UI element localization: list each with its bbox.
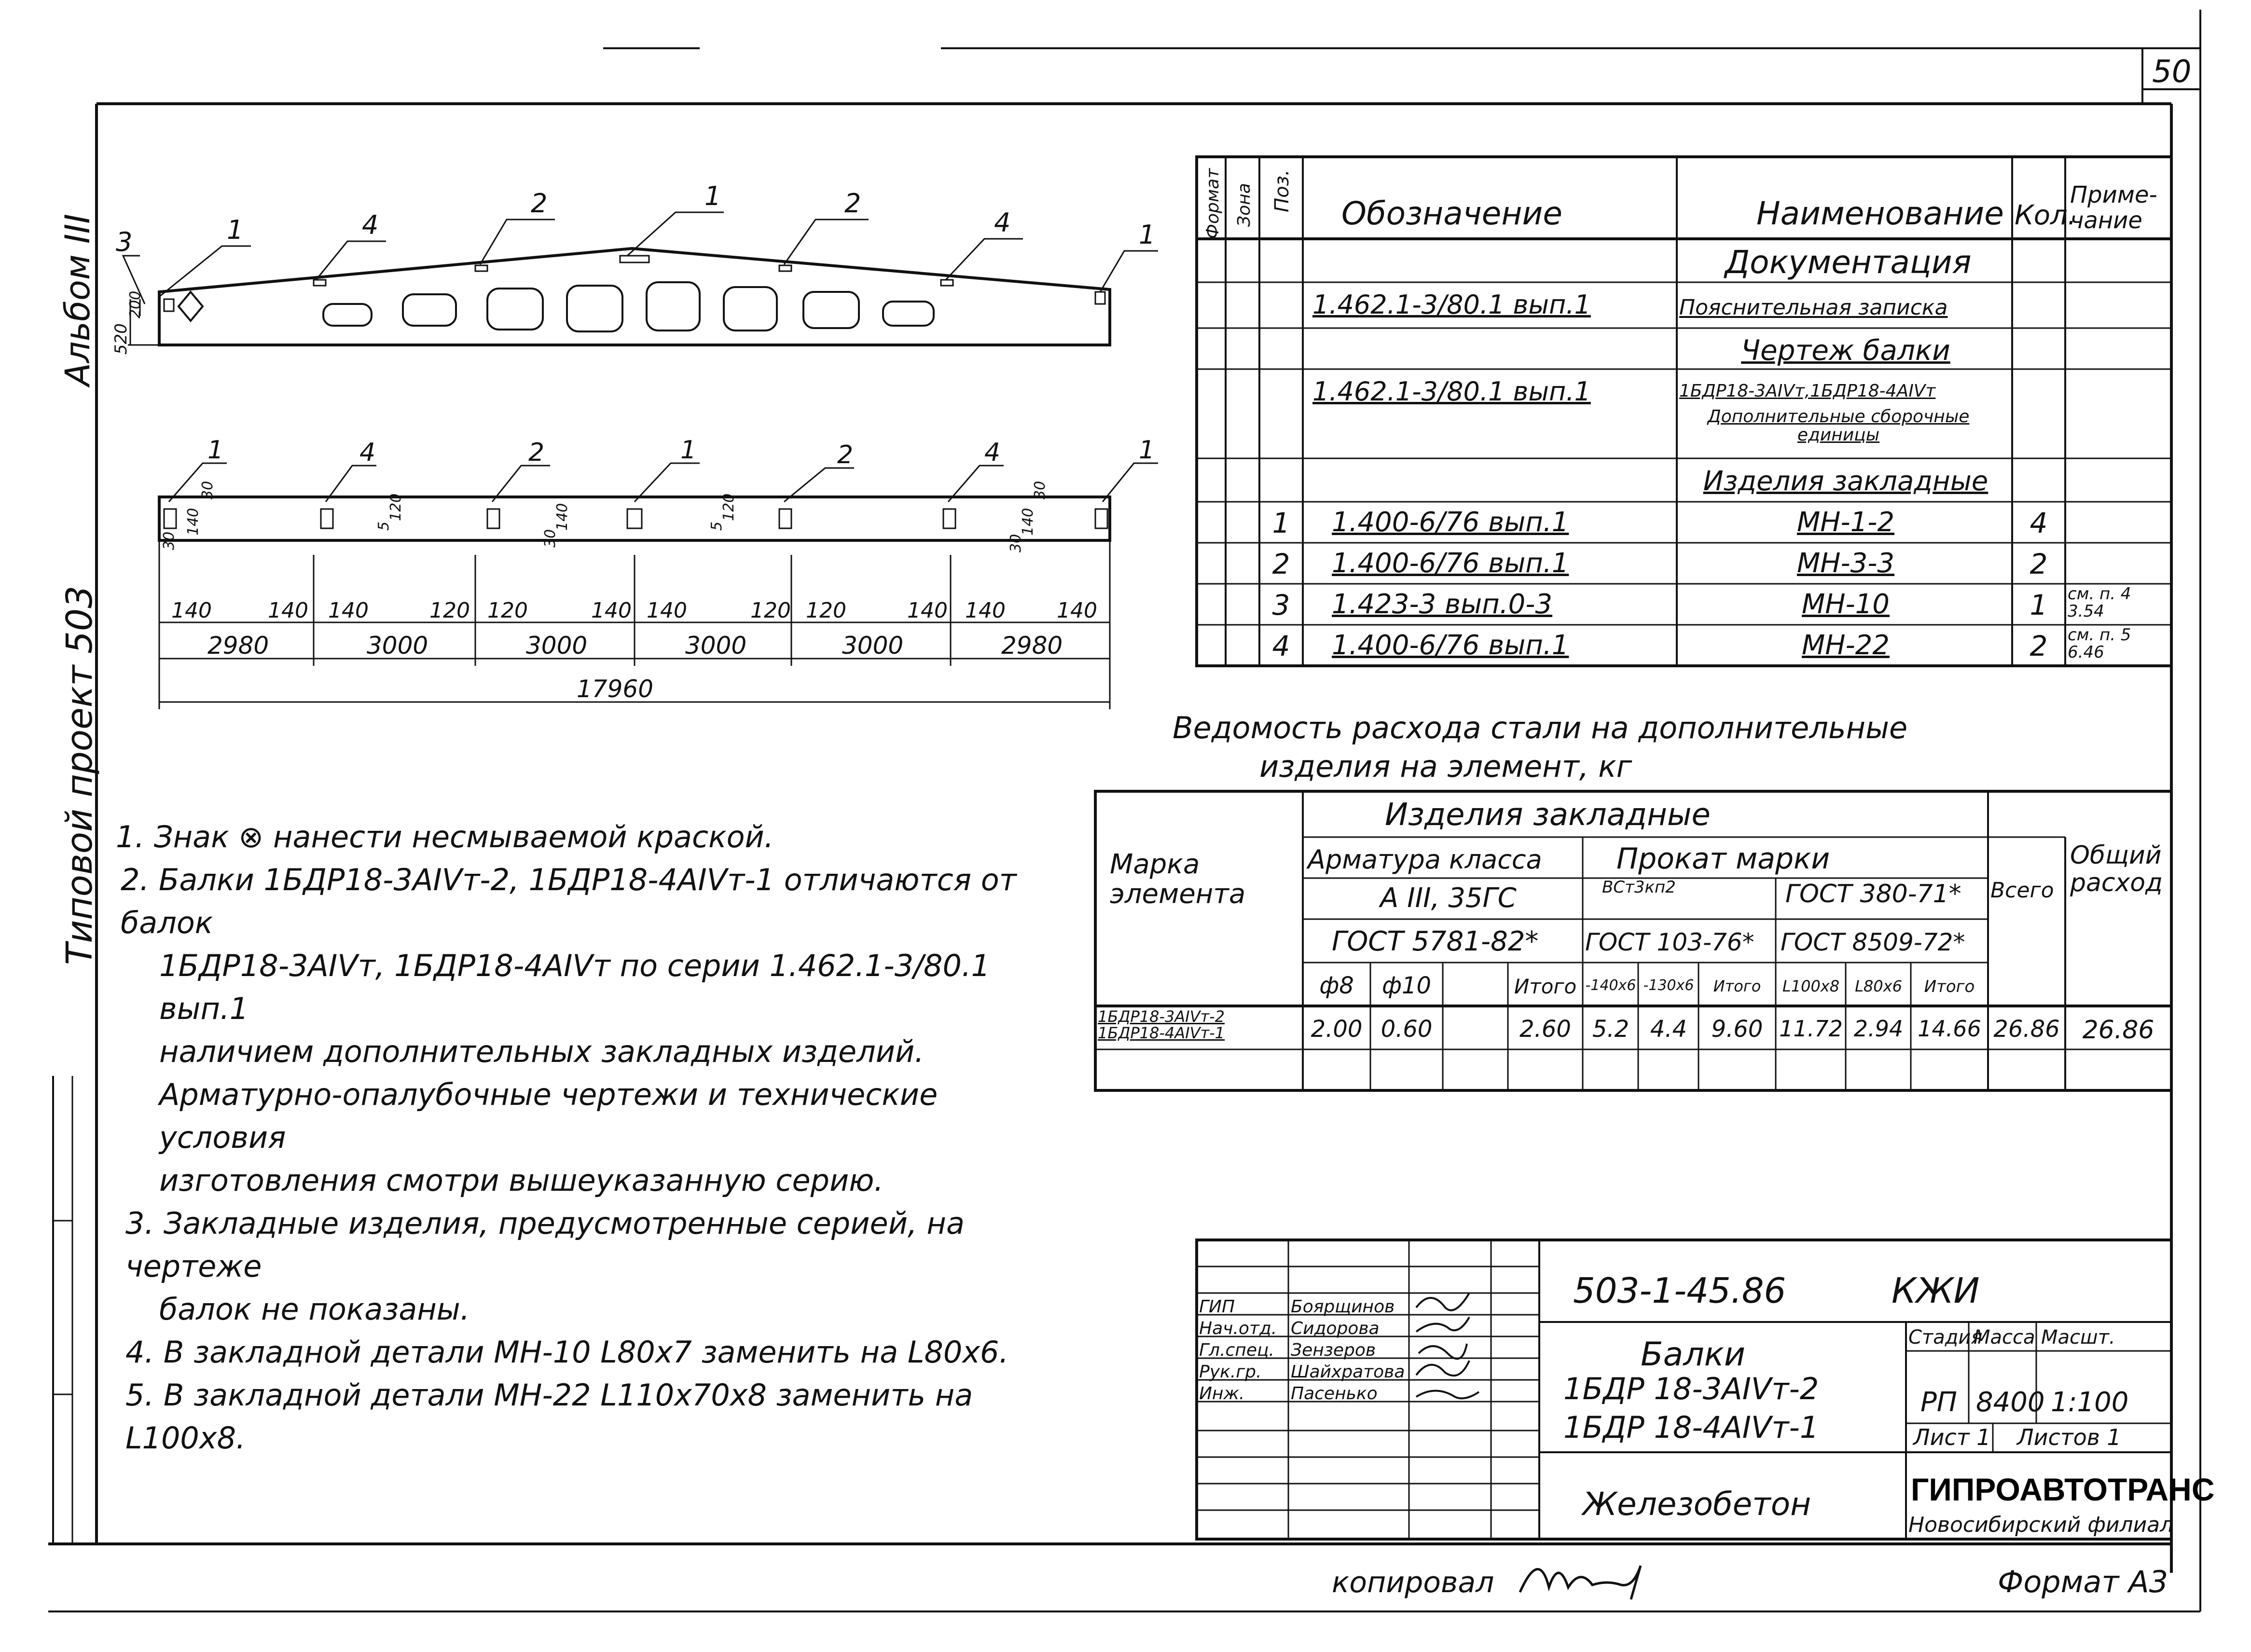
elev-mark-4b: 4	[994, 207, 1011, 238]
steel-value: 5.2	[1592, 1016, 1630, 1043]
elevation-marks	[116, 181, 1155, 257]
span-0: 2980	[207, 632, 269, 660]
dim-off-6: 140	[554, 503, 571, 531]
plan-mark-2b: 2	[837, 441, 854, 469]
dim-off-3: 5	[375, 521, 392, 531]
dim-small-8: 120	[806, 598, 846, 623]
spec-row: Документация	[1725, 244, 1972, 281]
dim-off-2: 140	[185, 508, 202, 536]
spec-row-name: МН-3-3	[1796, 548, 1895, 579]
note-line: 2. Балки 1БДР18-3AIVт-2, 1БДР18-4AIVт-1 отличаются от балок	[121, 862, 1017, 940]
dim-off-8: 120	[720, 493, 737, 521]
steel-value: 9.60	[1711, 1016, 1763, 1043]
steel-total: Всего	[1990, 878, 2054, 903]
stamp-sheets: Листов 1	[2017, 1424, 2121, 1450]
note-line: 4. В закладной детали МН-10 L80х7 заменить на L80х6.	[125, 1335, 1009, 1370]
footer-copied: копировал	[1332, 1566, 1494, 1599]
elev-mark-1b: 1	[704, 181, 721, 211]
steel-col-head: Итого	[1924, 977, 1975, 996]
stamp-kzhi: КЖИ	[1892, 1270, 1980, 1311]
stamp-stage: РП	[1920, 1387, 1957, 1418]
album-label: Альбом III	[58, 214, 97, 386]
dim-off-11: 30	[1032, 481, 1049, 499]
spec-row-name: Изделия закладные	[1703, 466, 1989, 497]
signature-marks	[1416, 1293, 1479, 1398]
note-line: Арматурно-опалубочные чертежи и технические условия	[159, 1077, 938, 1155]
spec-row-designation: 1.400-6/76 вып.1	[1332, 507, 1569, 538]
elev-dim-520: 520	[111, 323, 131, 355]
spec-h-pos: Поз.	[1271, 169, 1293, 212]
plan-mark-1c: 1	[1139, 436, 1155, 465]
spec-row-name: Чертеж балки	[1741, 334, 1950, 367]
stamp-code: 503-1-45.86	[1573, 1270, 1786, 1311]
stamp-name-4: Пасенько	[1291, 1384, 1378, 1404]
spec-h-zone: Зона	[1234, 183, 1254, 227]
spec-row-note: см. п. 5 6.46	[2068, 625, 2131, 662]
stamp-title-0: Балки	[1641, 1335, 1746, 1374]
steel-gost-b: ГОСТ 8509-72*	[1781, 928, 1965, 956]
steel-rolled-grade: ВСт3кп2	[1602, 878, 1676, 897]
elev-mark-1a: 1	[227, 215, 244, 245]
span-1: 3000	[367, 632, 428, 660]
spec-h-format: Формат	[1203, 168, 1223, 239]
spec-row-name2: Дополнительные сборочные единицы	[1707, 407, 1970, 445]
steel-mark-row: 1БДР18-4AIVт-1	[1098, 1024, 1225, 1042]
elev-dim-200: 200	[127, 290, 144, 318]
span-2: 3000	[526, 632, 588, 660]
steel-value: 2.60	[1519, 1016, 1571, 1043]
dim-small-6: 140	[647, 598, 687, 623]
dim-off-9: 30	[1008, 534, 1024, 552]
elev-mark-3: 3	[116, 227, 133, 257]
dim-small-9: 140	[907, 598, 948, 623]
project-label: Типовой проект 503	[59, 585, 100, 965]
stamp-role-2: Гл.спец.	[1199, 1340, 1274, 1360]
stamp-title-2: 1БДР 18-4AIVт-1	[1563, 1410, 1819, 1445]
stamp-mass: 8400	[1976, 1387, 2045, 1418]
note-line: 1. Знак ⊗ нанести несмываемой краской.	[116, 819, 774, 854]
plan-mark-4b: 4	[984, 438, 1001, 467]
dim-small-2: 140	[328, 598, 369, 623]
stamp-fields	[1563, 1270, 2214, 1537]
note-line: 1БДР18-3AIVт, 1БДР18-4AIVт по серии 1.462.1-3/80.1 вып.1	[159, 948, 991, 1026]
elev-mark-4a: 4	[362, 210, 379, 240]
span-3: 3000	[685, 632, 747, 660]
plan-mark-1b: 1	[680, 436, 697, 465]
spec-row-name: МН-1-2	[1796, 507, 1895, 538]
steel-value: 2.00	[1311, 1016, 1363, 1043]
note-line: наличием дополнительных закладных изделий.	[159, 1034, 925, 1069]
stamp-name-3: Шайхратова	[1291, 1362, 1405, 1382]
note-line: 5. В закладной детали МН-22 L110х70х8 заменить на L100х8.	[125, 1377, 973, 1456]
steel-gost-a: ГОСТ 103-76*	[1585, 928, 1754, 956]
note-line: изготовления смотри вышеуказанную серию.	[159, 1163, 884, 1198]
stamp-title-1: 1БДР 18-3AIVт-2	[1563, 1371, 1819, 1406]
stamp-mass-h: Масса	[1974, 1326, 2035, 1349]
steel-rolled: Прокат марки	[1616, 842, 1830, 876]
steel-mark-header: Марка элемента	[1110, 849, 1246, 910]
plan-mark-1a: 1	[207, 436, 224, 465]
dim-off-5: 30	[542, 529, 559, 548]
steel-col-head: -130х6	[1643, 977, 1694, 994]
steel-col-head: Итого	[1713, 977, 1761, 995]
spec-row-designation: 1.462.1-3/80.1 вып.1	[1312, 376, 1591, 407]
spec-row-note: см. п. 4 3.54	[2068, 584, 2131, 621]
steel-col-head: Итого	[1514, 975, 1577, 998]
steel-rebar-gost: ГОСТ 5781-82*	[1332, 926, 1539, 957]
page-number: 50	[2152, 54, 2192, 90]
plan-mark-2a: 2	[528, 438, 545, 467]
spec-row-name: МН-10	[1802, 589, 1890, 620]
span-4: 3000	[842, 632, 904, 660]
spec-h-note: Приме-чание	[2070, 181, 2157, 234]
dim-small-4: 120	[487, 598, 528, 623]
spec-row-qty: 2	[2030, 548, 2048, 580]
dim-small-11: 140	[1057, 598, 1097, 623]
elev-mark-2b: 2	[844, 188, 861, 219]
dim-small-10: 140	[965, 598, 1006, 623]
steel-value-overall: 26.86	[2082, 1016, 2154, 1045]
steel-mark-row: 1БДР18-3AIVт-2	[1098, 1007, 1225, 1026]
copier-signature	[1520, 1566, 1641, 1599]
steel-col-head: -140х6	[1585, 977, 1636, 994]
steel-title-1: Ведомость расхода стали на дополнительные	[1173, 710, 1908, 745]
steel-value: 14.66	[1918, 1016, 1981, 1042]
dim-off-0: 30	[199, 481, 216, 499]
stamp-role-0: ГИП	[1199, 1297, 1235, 1317]
steel-rolled-gost: ГОСТ 380-71*	[1785, 880, 1961, 909]
steel-title-2: изделия на элемент, кг	[1259, 749, 1632, 784]
spec-row-name: 1БДР18-3AIVт,1БДР18-4AIVт	[1679, 381, 1936, 401]
spec-row-designation: 1.423-3 вып.0-3	[1332, 589, 1553, 620]
dim-small-7: 120	[750, 598, 791, 623]
steel-value: 0.60	[1381, 1016, 1433, 1043]
dim-small-3: 120	[429, 598, 470, 623]
stamp-sheet: Лист 1	[1913, 1424, 1991, 1450]
steel-value: 11.72	[1779, 1016, 1843, 1042]
steel-overall: Общий расход	[2070, 841, 2163, 898]
stamp-scale: 1:100	[2051, 1387, 2129, 1418]
steel-value: 2.94	[1853, 1016, 1904, 1042]
plan-mark-4a: 4	[359, 438, 376, 467]
spec-row-name: МН-22	[1802, 630, 1890, 661]
spec-row-name: Пояснительная записка	[1679, 295, 1948, 320]
plan-marks	[207, 436, 1155, 469]
spec-h-name: Наименование	[1756, 195, 2004, 232]
stamp-role-1: Нач.отд.	[1199, 1319, 1277, 1338]
stamp-branch: Новосибирский филиал	[1908, 1513, 2174, 1537]
notes	[116, 815, 1033, 1459]
dim-small-5: 140	[591, 598, 632, 623]
note-line: 3. Закладные изделия, предусмотренные серией, на чертеже	[125, 1206, 965, 1284]
stamp-name-2: Зензеров	[1291, 1340, 1376, 1360]
steel-rebar-class: A III, 35ГС	[1380, 882, 1517, 914]
dim-off-4: 120	[387, 493, 404, 521]
footer-format: Формат A3	[1998, 1564, 2168, 1599]
steel-col-head: L80х6	[1855, 977, 1902, 995]
stamp-name-1: Сидорова	[1291, 1319, 1380, 1338]
spec-row-pos: 4	[1272, 630, 1290, 662]
stamp-stage-h: Стадия	[1908, 1326, 1983, 1349]
spec-row-qty: 1	[2030, 589, 2048, 621]
span-5: 2980	[1001, 632, 1063, 660]
spec-h-designation: Обозначение	[1341, 195, 1562, 232]
stamp-material: Железобетон	[1583, 1486, 1811, 1523]
stamp-role-3: Рук.гр.	[1199, 1362, 1262, 1382]
spec-row-qty: 4	[2030, 507, 2048, 539]
dim-off-10: 140	[1020, 508, 1036, 536]
spec-row-pos: 2	[1272, 548, 1290, 580]
elev-mark-1c: 1	[1139, 220, 1156, 250]
spec-row-designation: 1.462.1-3/80.1 вып.1	[1312, 289, 1591, 320]
spec-row-qty: 2	[2030, 630, 2048, 662]
steel-col-head: ф10	[1381, 972, 1432, 999]
steel-value: 4.4	[1650, 1016, 1687, 1043]
stamp-name-0: Боярщинов	[1291, 1297, 1395, 1317]
note-line: балок не показаны.	[159, 1292, 470, 1327]
spec-row-designation: 1.400-6/76 вып.1	[1332, 548, 1569, 579]
steel-col-head: L100х8	[1782, 977, 1840, 995]
stamp-org: ГИПРОАВТОТРАНС	[1911, 1472, 2215, 1507]
spec-row-pos: 3	[1272, 589, 1290, 621]
spec-h-qty: Кол.	[2015, 200, 2076, 231]
stamp-role-4: Инж.	[1199, 1384, 1245, 1404]
dim-small-0: 140	[171, 598, 212, 623]
stamp-scale-h: Масшт.	[2041, 1326, 2115, 1349]
span-total: 17960	[577, 675, 654, 703]
stamp-roles	[1199, 1293, 1479, 1404]
dim-off-7: 5	[708, 521, 725, 531]
steel-group: Изделия закладные	[1385, 797, 1711, 833]
dim-off-1: 30	[161, 531, 178, 550]
steel-rebar: Арматура класса	[1308, 844, 1542, 875]
steel-col-head: ф8	[1319, 972, 1354, 999]
steel-value-total: 26.86	[1993, 1016, 2060, 1043]
elev-mark-2a: 2	[531, 188, 548, 219]
spec-row-designation: 1.400-6/76 вып.1	[1332, 630, 1569, 661]
spec-row-pos: 1	[1272, 507, 1290, 539]
dim-small-1: 140	[268, 598, 308, 623]
